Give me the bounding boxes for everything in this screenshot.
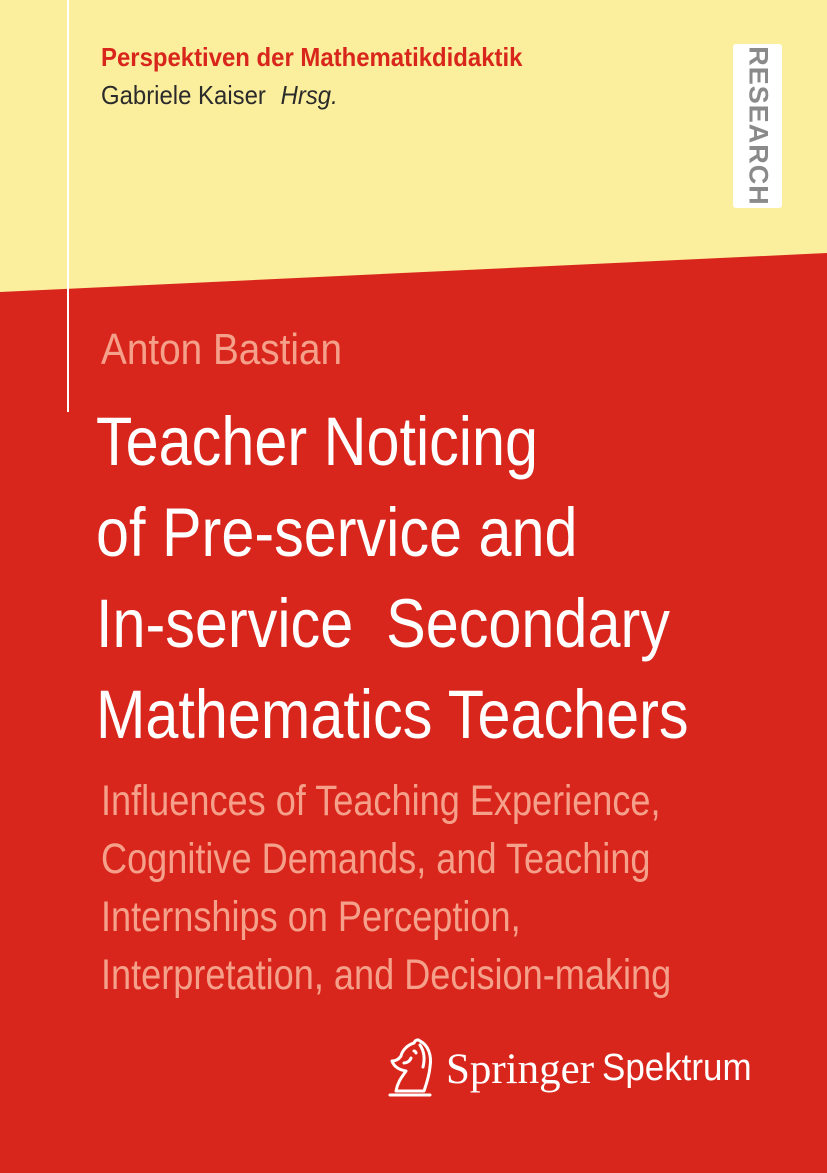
knight-chess-piece-icon — [384, 1037, 436, 1099]
book-subtitle-line: Cognitive Demands, and Teaching — [101, 835, 651, 883]
research-badge — [733, 44, 782, 208]
series-editor: Gabriele Kaiser — [101, 80, 266, 110]
book-title-line: Mathematics Teachers — [96, 676, 689, 753]
book-subtitle-line: Influences of Teaching Experience, — [101, 777, 661, 825]
book-title-line: Teacher Noticing — [96, 403, 538, 480]
publisher-imprint: Spektrum — [602, 1047, 752, 1089]
book-subtitle-line: Internships on Perception, — [101, 893, 521, 941]
book-title-line: In-service Secondary — [96, 585, 670, 662]
book-title — [96, 396, 750, 760]
publisher-name: Springer — [446, 1046, 595, 1093]
book-author: Anton Bastian — [101, 325, 343, 374]
book-title-line: of Pre-service and — [96, 494, 578, 571]
series-title: Perspektiven der Mathematikdidaktik — [101, 42, 523, 72]
book-subtitle — [101, 772, 739, 1004]
vertical-divider-line — [67, 0, 69, 412]
research-badge-label: RESEARCH — [743, 46, 773, 206]
series-editor-role: Hrsg. — [280, 80, 338, 110]
series-editor-line — [101, 80, 338, 111]
book-subtitle-line: Interpretation, and Decision-making — [101, 951, 672, 999]
